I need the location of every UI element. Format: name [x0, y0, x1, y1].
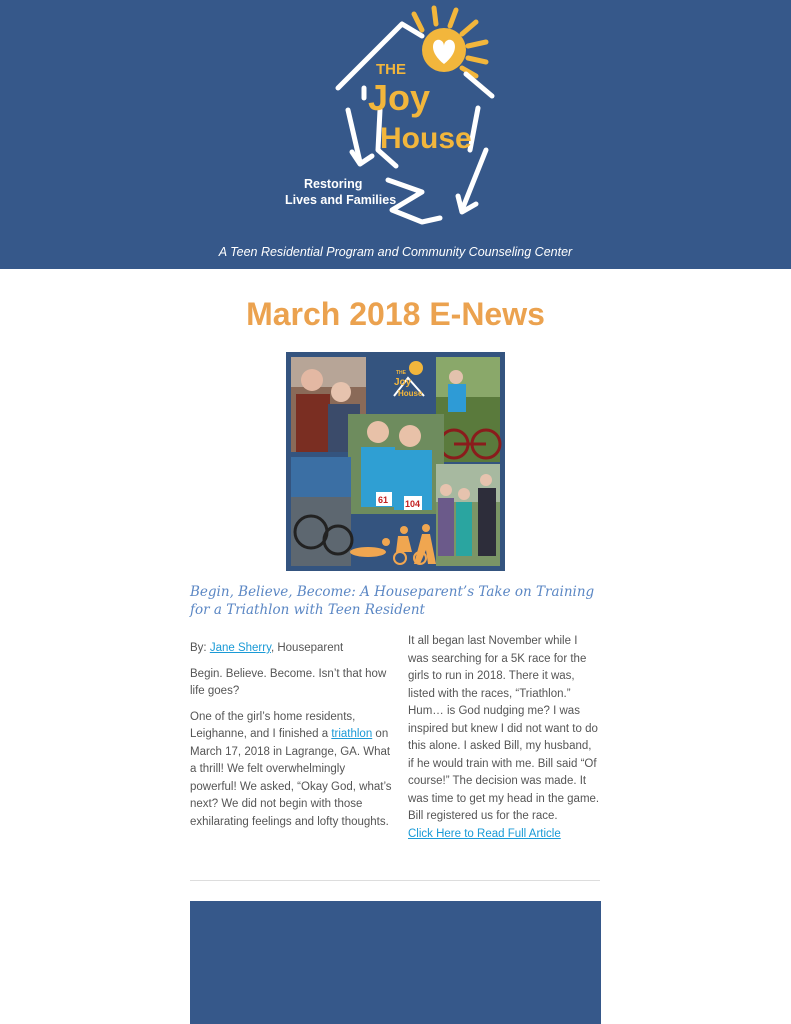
intro-paragraph: Begin. Believe. Become. Isn’t that how life goes? — [190, 667, 387, 697]
svg-text:THE: THE — [396, 370, 406, 376]
read-full-article-link[interactable]: Click Here to Read Full Article — [408, 827, 561, 840]
logo-lives-families-text: Lives and Families — [285, 193, 397, 207]
story-paragraph — [190, 709, 392, 832]
newsletter-title: March 2018 E-News — [246, 296, 545, 332]
tagline: A Teen Residential Program and Community Counseling Center — [218, 245, 573, 259]
logo-the-text: THE — [376, 61, 406, 78]
header-banner — [0, 0, 791, 269]
collage-image — [286, 352, 505, 571]
joy-house-logo — [285, 0, 520, 225]
article-right-column — [408, 633, 600, 843]
article-left-column — [190, 640, 392, 839]
right-column-text: It all began last November while I was searching for a 5K race for the girls to run in 2018. There it was, listed with the races, “Triathlon.” Hum… is God nudging me? I was inspired but knew I did not want to do this alone. I asked Bill, my husband, if he would train with me. Bill said “Of course!” The decision was made. It was time to get my head in the game. Bill registered us for the race. — [408, 635, 600, 822]
triathlon-photo-collage[interactable] — [286, 352, 505, 571]
author-link[interactable]: Jane Sherry — [209, 642, 271, 654]
story-text-before: One of the girl’s home residents, Leighanne, and I finished a — [190, 710, 356, 740]
svg-text:104: 104 — [405, 499, 421, 509]
story-text-after: on March 17, 2018 in Lagrange, GA. What a thrill! We felt overwhelmingly powerful! We asked, “Okay God, what’s next? We did not begin with those exhilarating feelings and lofty thoughts. — [190, 728, 392, 828]
article-title[interactable]: Begin, Believe, Become: A Houseparent’s Take on Training for a Triathlon with Teen Resident — [190, 584, 595, 618]
svg-text:61: 61 — [378, 495, 389, 505]
triathlon-link[interactable]: triathlon — [331, 728, 373, 740]
logo-joy-text: Joy — [368, 77, 431, 118]
logo-house-text: House — [380, 122, 472, 155]
byline-suffix: , Houseparent — [270, 642, 344, 654]
section-divider — [190, 880, 600, 881]
next-section-banner — [190, 901, 601, 1024]
logo-restoring-text: Restoring — [304, 177, 363, 191]
svg-text:House: House — [398, 389, 423, 398]
svg-text:Joy: Joy — [394, 377, 412, 388]
byline-prefix: By: — [190, 642, 210, 654]
byline — [190, 640, 392, 658]
